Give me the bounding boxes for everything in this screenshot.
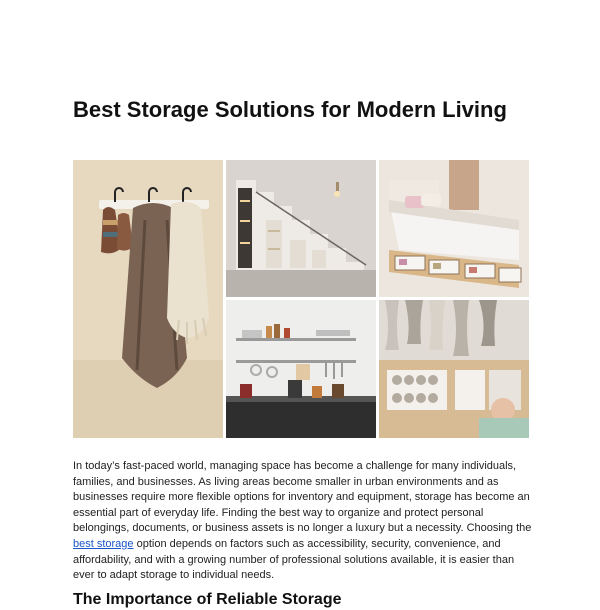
storage-photo-collage — [73, 160, 529, 438]
article-title: Best Storage Solutions for Modern Living — [73, 97, 507, 122]
closet-drawer-organizer-photo — [379, 300, 529, 438]
coat-hooks-photo — [73, 160, 223, 438]
intro-text-after-link: option depends on factors such as accessibility, security, convenience, and affordability, and with a growing number of professional solutions available, it is easier than ever to adapt storage to individual needs. — [73, 537, 515, 582]
intro-paragraph — [73, 459, 533, 584]
bed-with-drawers-photo — [379, 160, 529, 297]
section-heading: The Importance of Reliable Storage — [73, 591, 342, 608]
intro-text-before-link: In today’s fast-paced world, managing space has become a challenge for many individuals, families, and businesses. As living areas become smaller in urban environments and as businesses require more flexible options for inventory and equipment, storage has become an essential part of everyday life. Finding the best way to organize and protect personal belongings, documents, or business assets is no longer a luxury but a necessity. Choosing the — [73, 460, 532, 535]
kitchen-rail-storage-photo — [226, 300, 376, 438]
best-storage-link[interactable]: best storage — [73, 537, 134, 550]
under-stair-storage-photo — [226, 160, 376, 297]
